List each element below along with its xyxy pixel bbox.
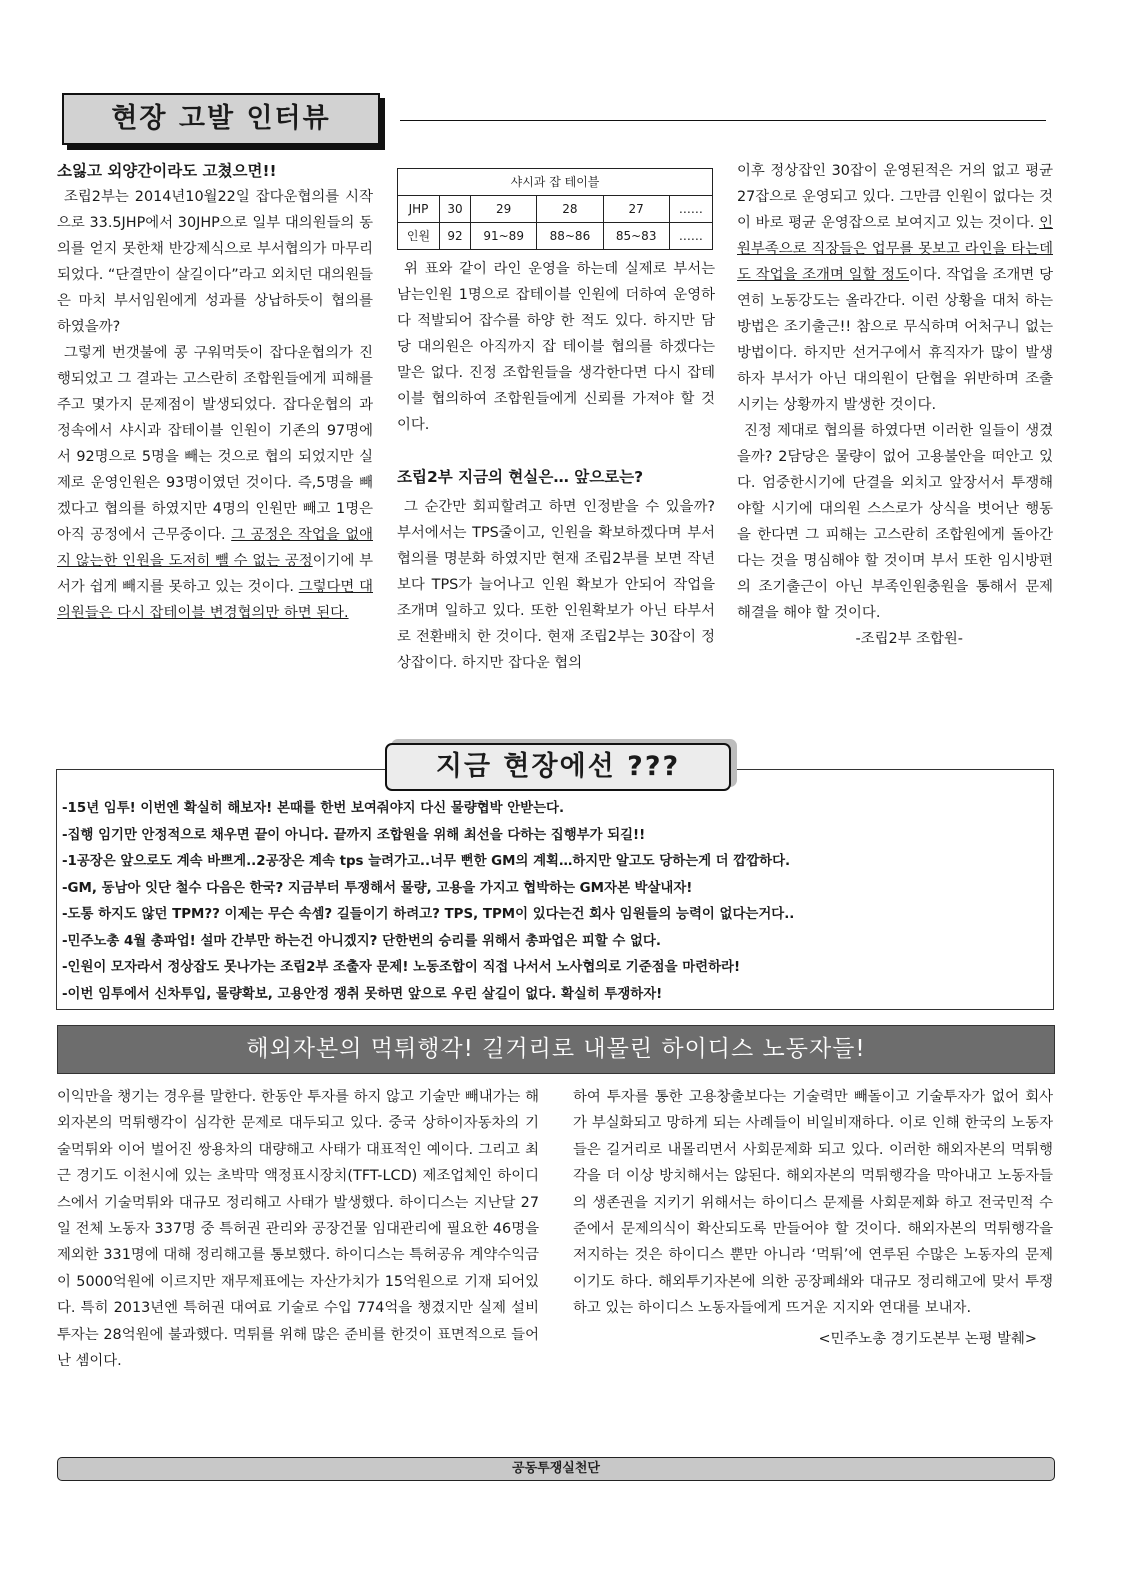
job-table (397, 168, 713, 250)
section1-column-1 (57, 158, 373, 626)
job-table-title: 샤시과 잡 테이블 (398, 169, 713, 196)
table-cell: 29 (471, 196, 537, 223)
section3-paragraph-1: 이익만을 챙기는 경우를 말한다. 한동안 투자를 하지 않고 기술만 빼내가는 해외자본의 먹튀행각이 심각한 문제로 대두되고 있다. 중국 상하이자동차의 기술먹튀와 이어 벌어진 쌍용차의 대량해고 사태가 대표적인 예이다. 그리고 최근 경기도 이천시에 있는 초박막 액정표시장치(TFT-LCD) 제조업체인 하이디스에서 기술먹튀와 대규모 정리해고 사태가 발생했다. 하이디스는 지난달 27일 전체 노동자 337명 중 특허권 관리와 공장건물 임대관리에 필요한 46명을 제외한 331명에 대해 정리해고를 통보했다. 하이디스는 특허공유 계약수익금이 5000억원에 이르지만 재무제표에는 자산가치가 15억원으로 기재 되어있다. 특히 2013년엔 특허권 대여료 기술로 수입 774억을 챙겼지만 실제 설비투자는 28억원에 불과했다. 먹튀를 위해 많은 준비를 한것이 표면적으로 들어난 셈이다. (57, 1089, 539, 1370)
table-cell: …… (669, 223, 712, 250)
section3-column-1 (57, 1084, 539, 1374)
list-item: -도통 하지도 않던 TPM?? 이제는 무슨 속셈? 길들이기 하려고? TPS, TPM이 있다는건 회사 임원들의 능력이 없다는거다.. (62, 907, 795, 922)
column1-text-b: 이기에 부서가 쉽게 빼지를 못하고 있는 것이다. (57, 553, 373, 595)
field-news-list (62, 796, 1042, 1008)
list-item: -집행 임기만 안정적으로 채우면 끝이 아니다. 끝까지 조합원을 위해 최선을 다하는 집행부가 되길!! (62, 827, 646, 843)
column3-underlined: 인원부족으로 직장들은 업무를 못보고 라인을 타는데도 작업을 조개며 일할 정도 (737, 215, 1053, 283)
list-item: -15년 임투! 이번엔 확실히 해보자! 본때를 한번 보여줘야지 다신 물량협박 안받는다. (62, 801, 565, 816)
table-cell: JHP (398, 196, 440, 223)
column1-paragraph-1: 조립2부는 2014년10월22일 잡다운협의를 시작으로 33.5JHP에서 30JHP으로 일부 대의원들의 동의를 얻지 못한채 반강제식으로 부서협의가 마무리 되었다. “단결만이 살길이다”라고 외치던 대의원들은 마치 부서임원에게 성과를 상납하듯이 협의를 하였을까? (57, 189, 373, 335)
column1-underlined-1: 그 공정은 작업을 없애지 않는한 인원을 도저히 뺄 수 없는 공정 (57, 527, 373, 569)
header-rule (400, 120, 1046, 121)
section1-column-3 (737, 158, 1053, 652)
list-item: -GM, 동남아 잇단 철수 다음은 한국? 지금부터 투쟁해서 물량, 고용을 가지고 협박하는 GM자본 박살내자! (62, 880, 693, 896)
list-item: -1공장은 앞으로도 계속 바쁘게..2공장은 계속 tps 늘려가고..너무 뻔한 GM의 계획…하지만 알고도 당하는게 더 깝깝하다. (62, 854, 791, 869)
table-cell: 92 (440, 223, 471, 250)
column1-subtitle: 소잃고 외양간이라도 고쳤으면!! (57, 162, 277, 180)
section2-title: 지금 현장에선 ??? (385, 743, 731, 791)
table-cell: …… (669, 196, 712, 223)
table-cell: 27 (603, 196, 669, 223)
list-item: -이번 임투에서 신차투입, 물량확보, 고용안정 쟁취 못하면 앞으로 우린 살길이 없다. 확실히 투쟁하자! (62, 986, 663, 1002)
table-cell: 88~86 (537, 223, 603, 250)
table-cell: 30 (440, 196, 471, 223)
section3-source: <민주노총 경기도본부 논평 발췌> (818, 1330, 1037, 1347)
column1-paragraph-2 (57, 340, 373, 626)
table-cell: 인원 (398, 223, 440, 250)
column2-paragraph-2: 그 순간만 회피할려고 하면 인정받을 수 있을까? 부서에서는 TPS줄이고, 인원을 확보하겠다며 부서협의를 명분화 하였지만 현재 조립2부를 보면 작년보다 TPS가 늘어나고 인원 확보가 안되어 작업을 조개며 일하고 있다. 또한 인원확보가 아닌 타부서로 전환배치 한 것이다. 현재 조립2부는 30잡이 정상잡이다. 하지만 잡다운 협의 (397, 499, 715, 671)
table-row (398, 196, 713, 223)
column1-underlined-2: 그렇다면 대의원들은 다시 잡테이블 변경협의만 하면 된다. (57, 579, 373, 621)
table-row (398, 223, 713, 250)
table-cell: 85~83 (603, 223, 669, 250)
table-cell: 28 (537, 196, 603, 223)
column2-paragraph-1: 위 표와 같이 라인 운영을 하는데 실제로 부서는 남는인원 1명으로 잡테이블 인원에 더하여 운영하다 적발되어 잡수를 하양 한 적도 있다. 하지만 담당 대의원은 아직까지 잡 테이블 협의를 하겠다는 말은 없다. 진정 조합원들을 생각한다면 다시 잡테이블 협의하여 조합원들에게 신뢰를 가져야 할 것이다. (397, 261, 715, 433)
column1-text-a: 그렇게 번갯불에 콩 구워먹듯이 잡다운협의가 진행되었고 그 결과는 고스란히 조합원들에게 피해를 주고 몇가지 문제점이 발생되었다. 잡다운협의 과정속에서 샤시과 잡테이블 인원이 기존의 97명에서 92명으로 5명을 빼는 것으로 협의 되었지만 실제로 운영인원은 93명이였던 것이다. 즉,5명을 빼겠다고 협의를 하였지만 4명의 인원만 빼고 1명은 아직 공정에서 근무중이다. (57, 345, 373, 543)
column3-paragraph-2: 진정 제대로 협의를 하였다면 이러한 일들이 생겼을까? 2담당은 물량이 없어 고용불안을 떠안고 있다. 엄중한시기에 단결을 외치고 앞장서서 투쟁해야할 시기에 대의원 스스로가 상식을 벗어난 행동을 한다면 그 피해는 고스란히 조합원에게 돌아간다는 것을 명심해야 할 것이며 부서 또한 임시방편의 조기출근이 아닌 부족인원충원을 통해서 문제 해결을 해야 할 것이다. (737, 423, 1053, 621)
section1-column-2 (397, 168, 715, 676)
section3-column-2 (573, 1084, 1053, 1352)
column3-signature: -조립2부 조합원- (855, 631, 963, 647)
list-item: -민주노총 4월 총파업! 설마 간부만 하는건 아니겠지? 단한번의 승리를 위해서 총파업은 피할 수 없다. (62, 933, 661, 949)
column3-text-a: 이후 정상잡인 30잡이 운영된적은 거의 없고 평균 27잡으로 운영되고 있다. 그만큼 인원이 없다는 것이 바로 평균 운영잡으로 보여지고 있는 것이다. (737, 163, 1053, 231)
section1-title: 현장 고발 인터뷰 (62, 93, 380, 145)
column2-subtitle: 조립2부 지금의 현실은… 앞으로는? (397, 468, 644, 486)
section3-title: 해외자본의 먹튀행각! 길거리로 내몰린 하이디스 노동자들! (57, 1025, 1055, 1074)
footer-bar: 공동투쟁실천단 (57, 1457, 1055, 1481)
list-item: -인원이 모자라서 정상잡도 못나가는 조립2부 조출자 문제! 노동조합이 직접 나서서 노사협의로 기준점을 마련하라! (62, 960, 741, 975)
column3-text-b: 이다. 작업을 조개면 당연히 노동강도는 올라간다. 이런 상황을 대처 하는 방법은 조기출근!! 참으로 무식하며 어처구니 없는 방법이다. 하지만 선거구에서 휴직자가 많이 발생하자 부서가 아닌 대의원이 단협을 위반하며 조출시키는 상황까지 발생한 것이다. (737, 267, 1053, 413)
table-cell: 91~89 (471, 223, 537, 250)
section3-paragraph-2: 하여 투자를 통한 고용창출보다는 기술력만 빼돌이고 기술투자가 없어 회사가 부실화되고 망하게 되는 사례들이 비일비재하다. 이로 인해 한국의 노동자들은 길거리로 내몰리면서 사회문제화 되고 있다. 이러한 해외자본의 먹튀행각을 더 이상 방치해서는 않된다. 해외자본의 먹튀행각을 막아내고 노동자들의 생존권을 지키기 위해서는 하이디스 문제를 사회문제화 하고 전국민적 수준에서 문제의식이 확산되도록 만들어야 할 것이다. 해외자본의 먹튀행각을 저지하는 것은 하이디스 뿐만 아니라 ‘먹튀’에 연루된 수많은 노동자의 문제이기도 하다. 해외투기자본에 의한 공장폐쇄와 대규모 정리해고에 맞서 투쟁하고 있는 하이디스 노동자들에게 뜨거운 지지와 연대를 보내자. (573, 1089, 1053, 1317)
column3-paragraph-1 (737, 158, 1053, 418)
